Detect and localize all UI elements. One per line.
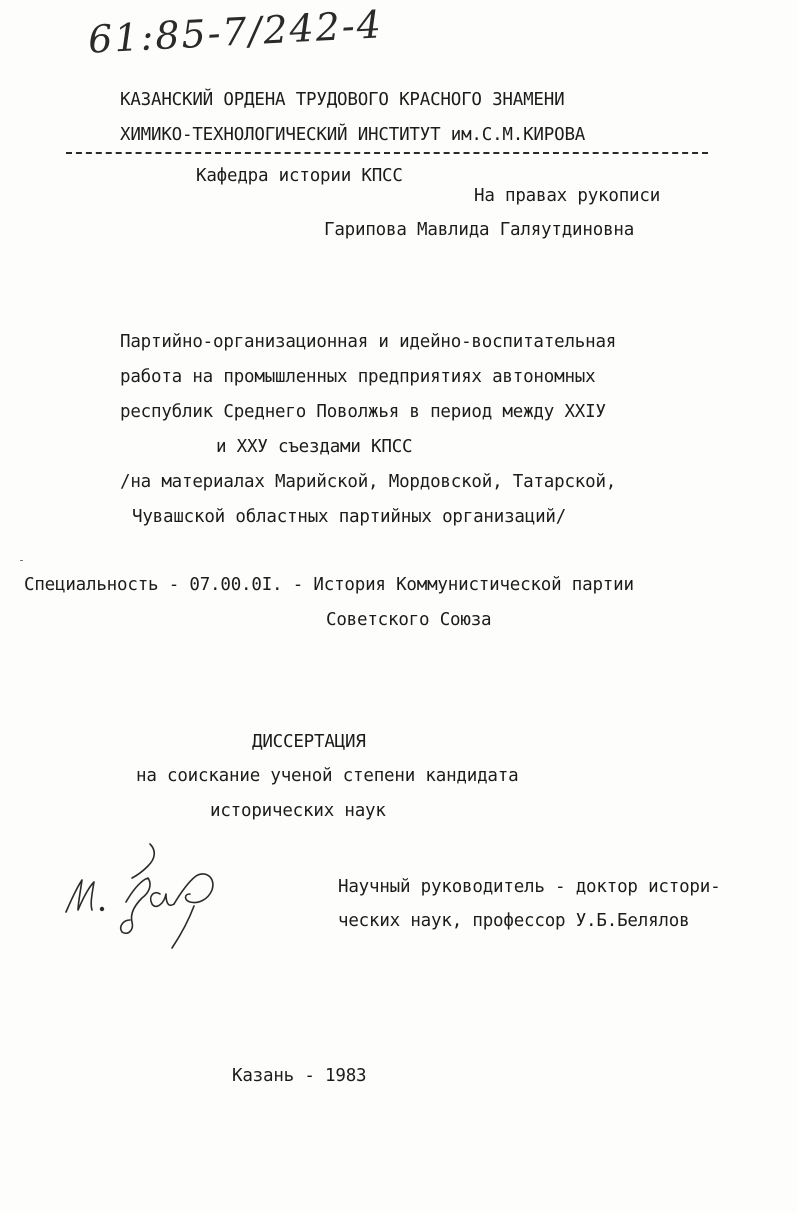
specialty-line-1: Специальность - 07.00.0I. - История Коммунистической партии (24, 575, 634, 595)
title-line-4: и XXУ съездами КПСС (216, 437, 413, 457)
institution-line-2: ХИМИКО-ТЕХНОЛОГИЧЕСКИЙ ИНСТИТУТ им.С.М.КИРОВА (120, 125, 586, 145)
scan-mark (20, 560, 23, 561)
manuscript-note: На правах рукописи (474, 186, 661, 206)
title-line-2: работа на промышленных предприятиях автономных (120, 367, 596, 387)
title-line-3: республик Среднего Поволжья в период между XXIУ (120, 402, 606, 422)
author-name: Гарипова Мавлида Галяутдиновна (324, 220, 635, 240)
supervisor-line-2: ческих наук, профессор У.Б.Белялов (338, 911, 690, 931)
institution-line-1: КАЗАНСКИЙ ОРДЕНА ТРУДОВОГО КРАСНОГО ЗНАМЕНИ (120, 90, 565, 110)
place-year: Казань - 1983 (232, 1066, 367, 1086)
work-type-heading: ДИССЕРТАЦИЯ (252, 732, 366, 752)
header-divider (66, 152, 708, 154)
archive-code-handwritten: 61:85-7/242-4 (87, 2, 384, 62)
degree-line-1: на соискание ученой степени кандидата (136, 766, 519, 786)
department: Кафедра истории КПСС (196, 166, 403, 186)
specialty-line-2: Советского Союза (326, 610, 492, 630)
title-line-1: Партийно-организационная и идейно-воспитательная (120, 332, 617, 352)
title-line-6: Чувашской областных партийных организаций/ (132, 507, 567, 527)
signature-icon (56, 836, 246, 966)
degree-line-2: исторических наук (210, 801, 386, 821)
supervisor-line-1: Научный руководитель - доктор истори- (338, 877, 721, 897)
title-line-5: /на материалах Марийской, Мордовской, Татарской, (120, 472, 617, 492)
